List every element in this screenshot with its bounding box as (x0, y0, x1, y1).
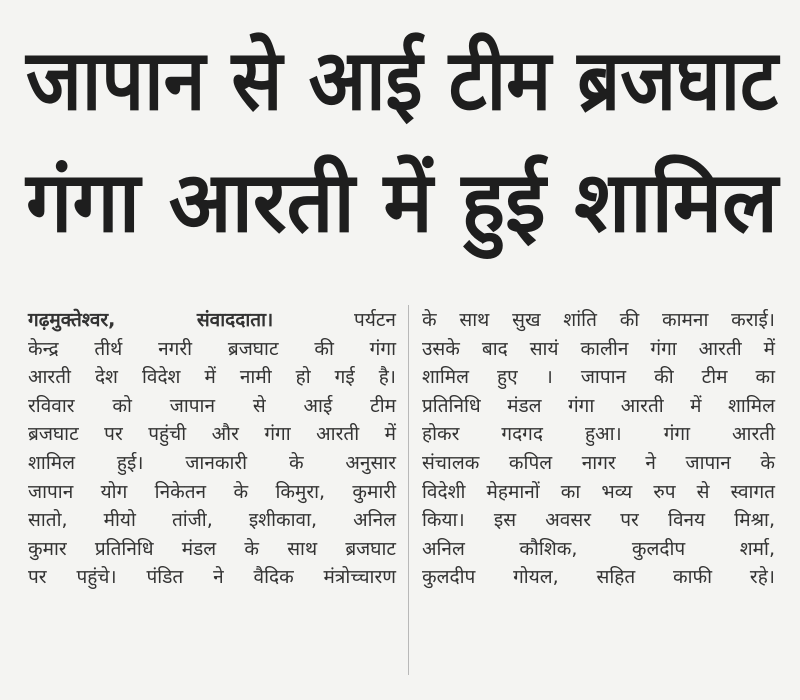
article-line: के साथ सुख शांति की कामना कराई। (422, 309, 775, 331)
article-text: पर्यटन (273, 309, 396, 331)
article-line: रविवार को जापान से आई टीम (28, 394, 396, 417)
headline-line-2 (26, 153, 778, 251)
dateline: गढ़मुक्तेश्वर, संवाददाता। (28, 309, 274, 331)
headline-text-2: गंगा आरती में हुई शामिल (26, 153, 778, 251)
article-line: केन्द्र तीर्थ नगरी ब्रजघाट की गंगा (28, 337, 396, 360)
article-line: प्रतिनिधि मंडल गंगा आरती में शामिल (422, 394, 775, 417)
article-line: शामिल हुई। जानकारी के अनुसार (28, 451, 396, 474)
article-line: संचालक कपिल नागर ने जापान के (422, 451, 775, 474)
article-line (28, 306, 396, 335)
article-line: किया। इस अवसर पर विनय मिश्रा, (422, 509, 775, 532)
column-divider (408, 305, 409, 675)
article-line: पर पहुंचे। पंडित ने वैदिक मंत्रोच्चारण (28, 566, 396, 589)
article-line: शामिल हुए । जापान की टीम का (422, 366, 775, 389)
article-right-column (422, 306, 775, 592)
article-line: सातो, मीयो तांजी, इशीकावा, अनिल (28, 509, 396, 532)
article-line: विदेशी मेहमानों का भव्य रुप से स्वागत (422, 480, 775, 503)
article-line: कुमार प्रतिनिधि मंडल के साथ ब्रजघाट (28, 537, 396, 560)
article-line: होकर गदगद हुआ। गंगा आरती (422, 423, 775, 446)
article-line: अनिल कौशिक, कुलदीप शर्मा, (422, 537, 775, 560)
article-line: कुलदीप गोयल, सहित काफी रहे। (422, 566, 775, 589)
headline-text-1: जापान से आई टीम ब्रजघाट (26, 31, 778, 129)
article-line: जापान योग निकेतन के किमुरा, कुमारी (28, 480, 396, 503)
article-left-column (28, 306, 396, 592)
article-line: ब्रजघाट पर पहुंची और गंगा आरती में (28, 423, 396, 446)
article-line: उसके बाद सायं कालीन गंगा आरती में (422, 337, 775, 360)
article-line: आरती देश विदेश में नामी हो गई है। (28, 366, 396, 389)
headline-line-1 (26, 31, 778, 129)
